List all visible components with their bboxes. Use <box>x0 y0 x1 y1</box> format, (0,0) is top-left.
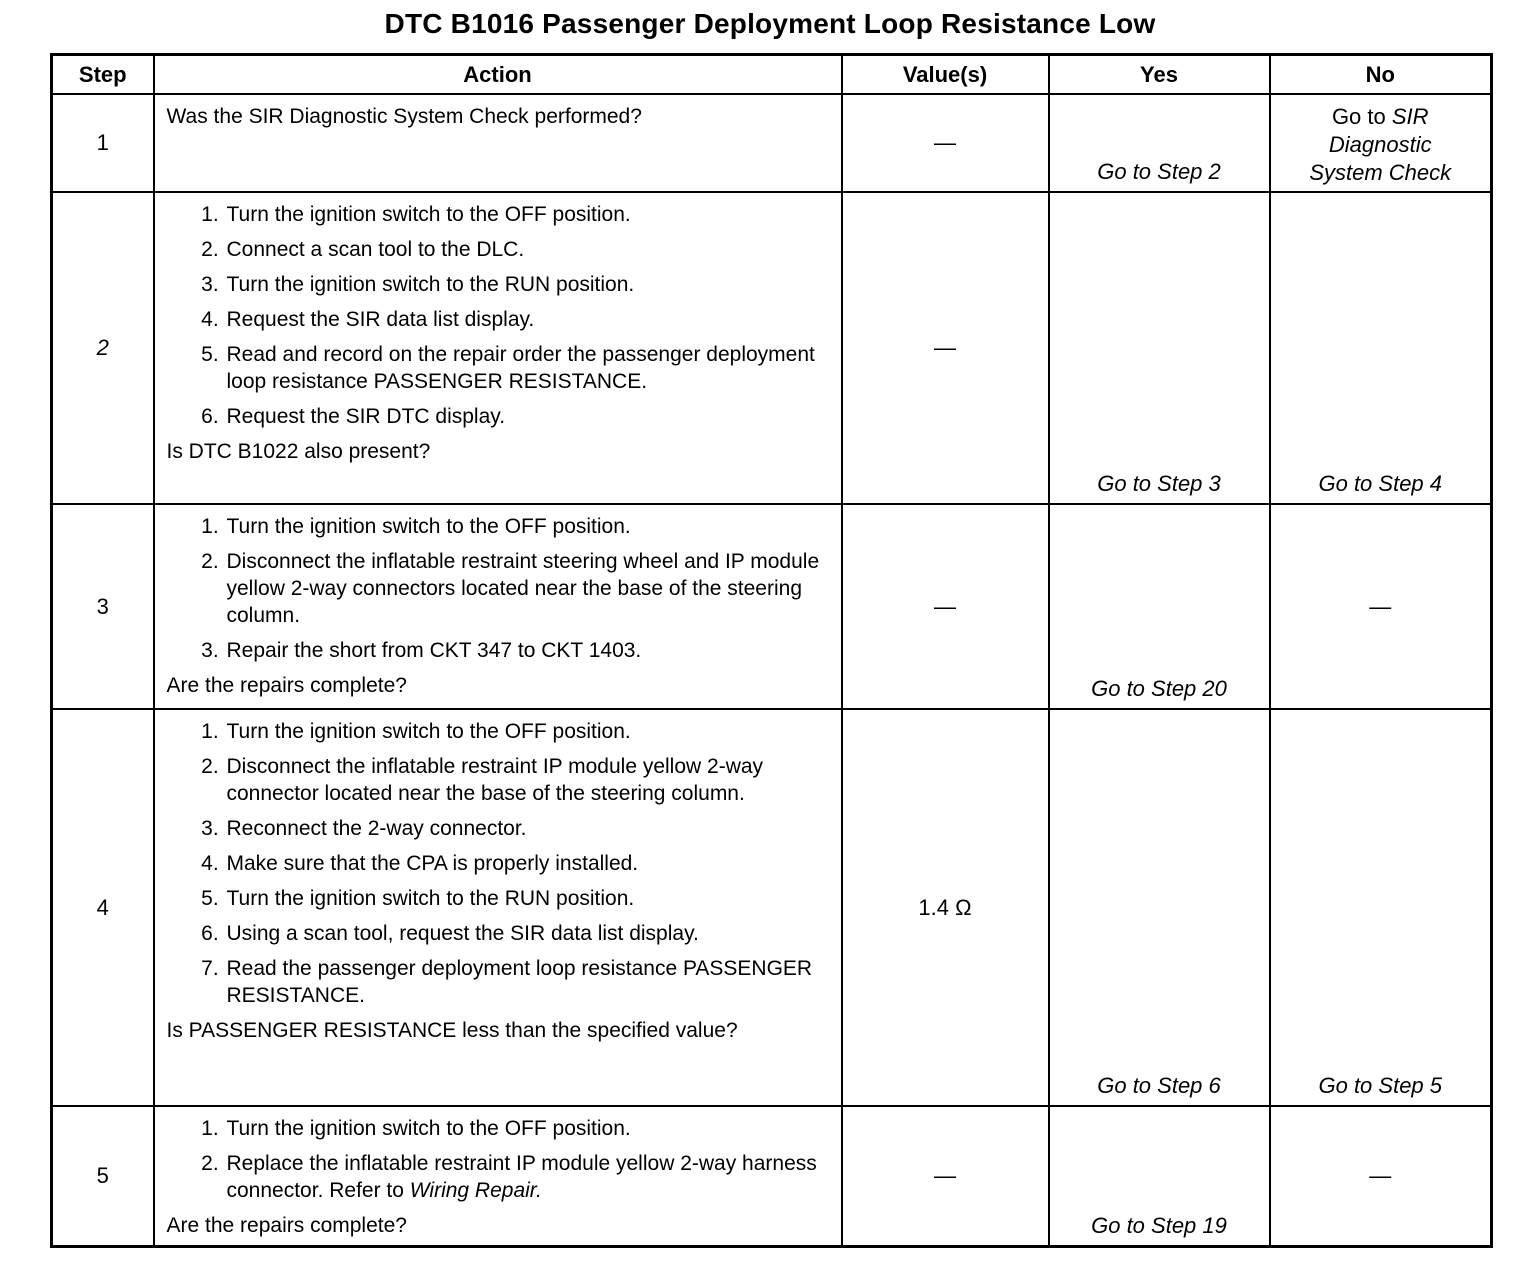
table-row <box>52 1106 1492 1247</box>
procedure-step: 6. Request the SIR DTC display. <box>225 403 831 430</box>
step-number: 5 <box>52 1106 154 1247</box>
question: Is PASSENGER RESISTANCE less than the specified value? <box>166 1019 738 1042</box>
header-step: Step <box>52 55 154 95</box>
procedure-step: 1. Turn the ignition switch to the OFF position. <box>225 1115 831 1142</box>
header-no: No <box>1270 55 1492 95</box>
yes-cell: Go to Step 2 <box>1049 94 1270 192</box>
procedure-step: 7. Read the passenger deployment loop resistance PASSENGER RESISTANCE. <box>225 955 831 1009</box>
value-cell: — <box>842 1106 1049 1247</box>
header-yes: Yes <box>1049 55 1270 95</box>
table-row <box>52 192 1492 504</box>
header-action: Action <box>154 55 842 95</box>
procedure-step: 2. Connect a scan tool to the DLC. <box>225 236 831 263</box>
yes-cell: Go to Step 3 <box>1049 192 1270 504</box>
procedure-step: 6. Using a scan tool, request the SIR data list display. <box>225 920 831 947</box>
value-cell: 1.4 Ω <box>842 709 1049 1106</box>
no-link-line1: SIR <box>1391 104 1429 129</box>
procedure-step: 3. Reconnect the 2-way connector. <box>225 815 831 842</box>
procedure-step <box>225 1150 831 1204</box>
table-row <box>52 504 1492 709</box>
step-number: 3 <box>52 504 154 709</box>
no-cell <box>1270 94 1492 192</box>
procedure-list <box>167 513 831 664</box>
procedure-step: 1. Turn the ignition switch to the OFF position. <box>225 718 831 745</box>
procedure-list <box>167 718 831 1009</box>
step-number: 4 <box>52 709 154 1106</box>
header-row <box>52 55 1492 95</box>
no-cell: Go to Step 5 <box>1270 709 1492 1106</box>
question: Is DTC B1022 also present? <box>166 440 431 463</box>
table-row <box>52 709 1492 1106</box>
question: Are the repairs complete? <box>166 674 407 697</box>
procedure-step-text: Replace the inflatable restraint IP module yellow 2-way harness connector. Refer to <box>226 1152 817 1202</box>
procedure-list <box>167 1115 831 1204</box>
procedure-step: 2. Disconnect the inflatable restraint IP module yellow 2-way connector located near the base of the steering column. <box>225 753 831 807</box>
step-number: 2 <box>52 192 154 504</box>
procedure-step: 3. Turn the ignition switch to the RUN position. <box>225 271 831 298</box>
procedure-step: 5. Read and record on the repair order the passenger deployment loop resistance PASSENGER RESISTANCE. <box>225 341 831 395</box>
value-cell: — <box>842 94 1049 192</box>
procedure-step: 1. Turn the ignition switch to the OFF position. <box>225 513 831 540</box>
yes-cell: Go to Step 20 <box>1049 504 1270 709</box>
value-cell: — <box>842 192 1049 504</box>
procedure-step: 1. Turn the ignition switch to the OFF position. <box>225 201 831 228</box>
dtc-table <box>50 53 1493 1248</box>
action-cell <box>154 1106 842 1247</box>
procedure-step: 5. Turn the ignition switch to the RUN position. <box>225 885 831 912</box>
table-row <box>52 94 1492 192</box>
header-values: Value(s) <box>842 55 1049 95</box>
step-number: 1 <box>52 94 154 192</box>
procedure-step: 2. Disconnect the inflatable restraint steering wheel and IP module yellow 2-way connectors located near the base of the steering column. <box>225 548 831 629</box>
procedure-step: 4. Make sure that the CPA is properly installed. <box>225 850 831 877</box>
question: Was the SIR Diagnostic System Check performed? <box>166 105 642 128</box>
action-cell <box>154 94 842 192</box>
procedure-list <box>167 201 831 430</box>
no-cell: — <box>1270 504 1492 709</box>
procedure-step: 4. Request the SIR data list display. <box>225 306 831 333</box>
procedure-step: 3. Repair the short from CKT 347 to CKT 1403. <box>225 637 831 664</box>
value-cell: — <box>842 504 1049 709</box>
yes-cell: Go to Step 19 <box>1049 1106 1270 1247</box>
page-title: DTC B1016 Passenger Deployment Loop Resistance Low <box>384 8 1156 39</box>
action-cell <box>154 709 842 1106</box>
no-link-line2: Diagnostic <box>1328 132 1432 157</box>
action-cell <box>154 192 842 504</box>
action-cell <box>154 504 842 709</box>
yes-cell: Go to Step 6 <box>1049 709 1270 1106</box>
no-link-line3: System Check <box>1309 160 1452 185</box>
no-cell: Go to Step 4 <box>1270 192 1492 504</box>
no-cell: — <box>1270 1106 1492 1247</box>
question: Are the repairs complete? <box>166 1214 407 1237</box>
no-prefix: Go to <box>1331 104 1386 129</box>
wiring-repair-reference: Wiring Repair. <box>409 1179 542 1202</box>
